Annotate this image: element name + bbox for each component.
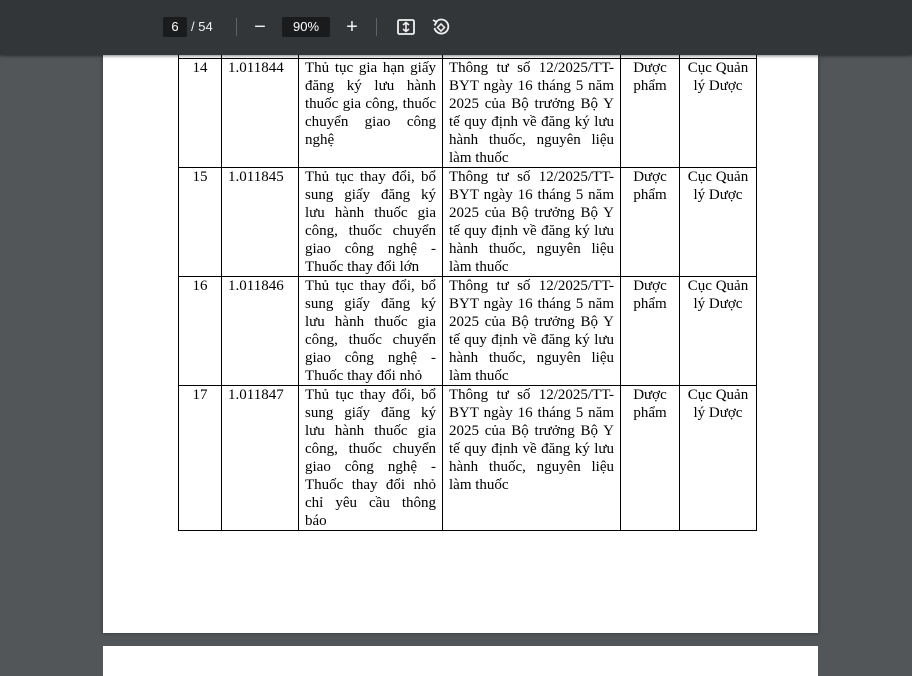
field: Dược phẩm [621,59,680,168]
procedure-name: Thủ tục thay đổi, bổ sung giấy đăng ký lưu hành thuốc gia công, thuốc chuyển giao công nghệ - Thuốc thay đổi nhỏ [299,277,443,386]
zoom-level-input[interactable]: 90% [282,17,330,37]
table-row [179,59,757,168]
table-row [179,277,757,386]
zoom-out-button[interactable]: − [254,15,266,38]
procedure-code: 1.011845 [222,168,299,277]
procedure-code: 1.011844 [222,59,299,168]
row-number: 17 [179,386,222,531]
legal-basis: Thông tư số 12/2025/TT-BYT ngày 16 tháng 5 năm 2025 của Bộ trưởng Bộ Y tế quy định về đăng ký lưu hành thuốc, nguyên liệu làm thuốc [443,59,621,168]
agency: Cục Quản lý Dược [680,59,757,168]
zoom-in-button[interactable]: + [346,15,358,38]
procedure-code: 1.011846 [222,277,299,386]
row-number: 16 [179,277,222,386]
procedure-code: 1.011847 [222,386,299,531]
field: Dược phẩm [621,168,680,277]
field: Dược phẩm [621,277,680,386]
toolbar-divider [236,18,237,36]
procedure-name: Thủ tục thay đổi, bổ sung giấy đăng ký lưu hành thuốc gia công, thuốc chuyển giao công nghệ - Thuốc thay đổi nhỏ chỉ yêu cầu thông báo [299,386,443,531]
procedures-table [178,45,757,531]
field: Dược phẩm [621,386,680,531]
pdf-page [103,0,818,633]
table-row [179,168,757,277]
table-row [179,386,757,531]
agency: Cục Quản lý Dược [680,168,757,277]
agency: Cục Quản lý Dược [680,386,757,531]
fit-page-icon [396,17,416,37]
rotate-icon [431,17,451,37]
legal-basis: Thông tư số 12/2025/TT-BYT ngày 16 tháng 5 năm 2025 của Bộ trưởng Bộ Y tế quy định về đăng ký lưu hành thuốc, nguyên liệu làm thuốc [443,168,621,277]
legal-basis: Thông tư số 12/2025/TT-BYT ngày 16 tháng 5 năm 2025 của Bộ trưởng Bộ Y tế quy định về đăng ký lưu hành thuốc, nguyên liệu làm thuốc [443,277,621,386]
page-number-input[interactable]: 6 [163,17,187,37]
row-number: 15 [179,168,222,277]
procedure-name: Thủ tục thay đổi, bổ sung giấy đăng ký lưu hành thuốc gia công, thuốc chuyển giao công nghệ - Thuốc thay đổi lớn [299,168,443,277]
legal-basis: Thông tư số 12/2025/TT-BYT ngày 16 tháng 5 năm 2025 của Bộ trưởng Bộ Y tế quy định về đăng ký lưu hành thuốc, nguyên liệu làm thuốc [443,386,621,531]
agency: Cục Quản lý Dược [680,277,757,386]
page-total-label: / 54 [191,19,213,34]
rotate-button[interactable] [427,13,455,41]
toolbar-divider [376,18,377,36]
procedure-name: Thủ tục gia hạn giấy đăng ký lưu hành thuốc gia công, thuốc chuyển giao công nghệ [299,59,443,168]
pdf-toolbar [0,0,912,55]
next-pdf-page [103,646,818,676]
fit-to-page-button[interactable] [392,13,420,41]
row-number: 14 [179,59,222,168]
